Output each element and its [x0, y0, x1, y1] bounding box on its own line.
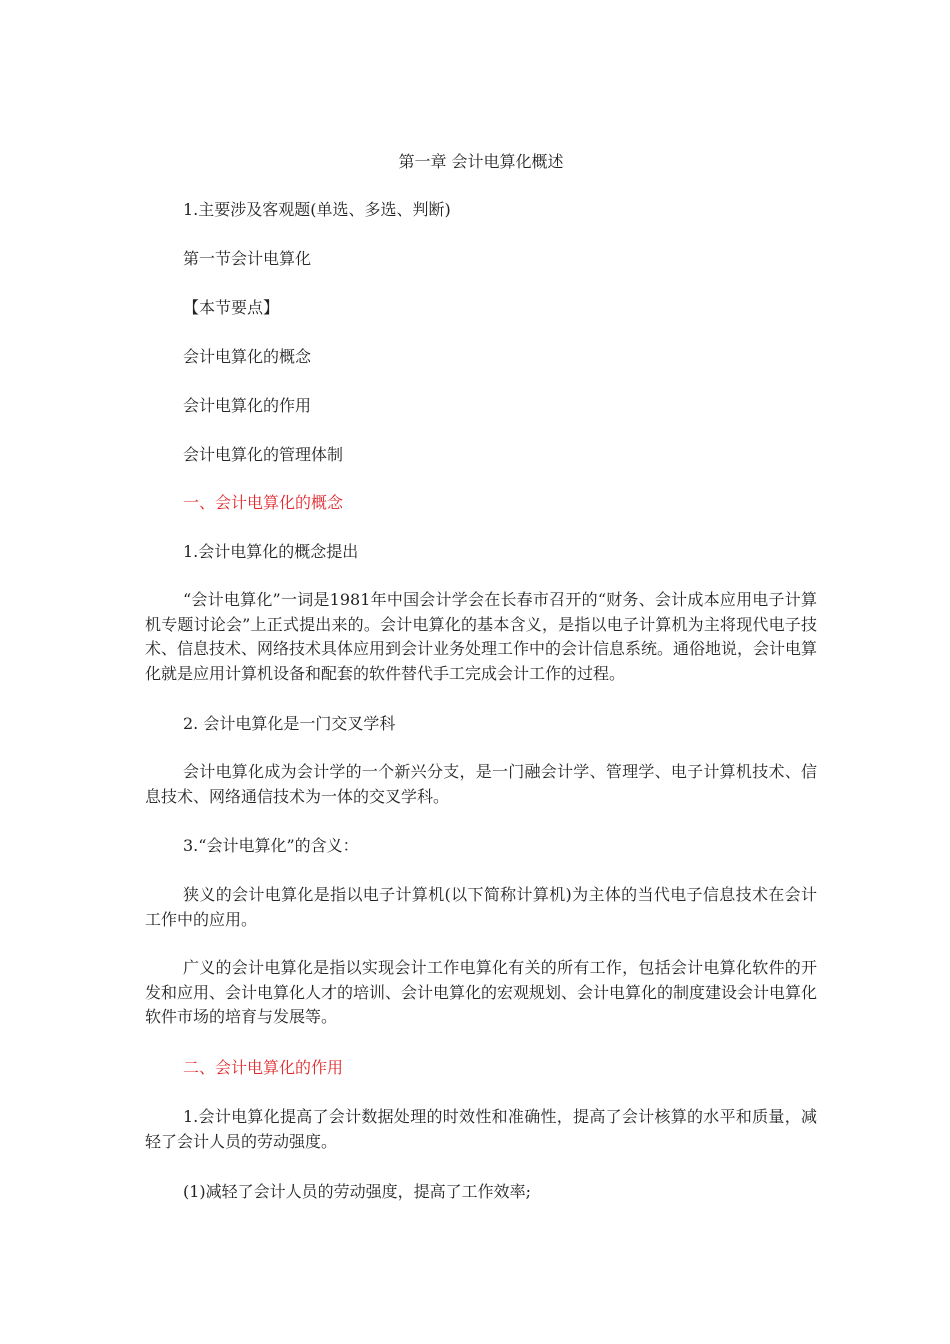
paragraph: “会计电算化”一词是1981年中国会计学会在长春市召开的“财务、会计成本应用电子计算机专题讨论会”上正式提出来的。会计电算化的基本含义，是指以电子计算机为主将现代电子技术、信息技术、网络技术具体应用到会计业务处理工作中的会计信息系统。通俗地说，会计电算化就是应用计算机设备和配套的软件替代手工完成会计工作的过程。 [145, 590, 818, 683]
paragraph: 3.“会计电算化”的含义： [183, 836, 359, 855]
subsection-heading: 二、会计电算化的作用 [183, 1058, 344, 1077]
paragraph: 狭义的会计电算化是指以电子计算机(以下简称计算机)为主体的当代电子信息技术在会计工作中的应用。 [145, 885, 817, 929]
key-point-item: 会计电算化的概念 [183, 347, 312, 366]
section-title: 第一节会计电算化 [183, 249, 312, 268]
key-point-item: 会计电算化的作用 [183, 396, 312, 415]
key-point-item: 会计电算化的管理体制 [183, 445, 344, 464]
subsection-heading: 一、会计电算化的概念 [183, 493, 344, 512]
paragraph: 广义的会计电算化是指以实现会计工作电算化有关的所有工作，包括会计电算化软件的开发和应用、会计电算化人才的培训、会计电算化的宏观规划、会计电算化的制度建设会计电算化软件市场的培育与发展等。 [145, 958, 818, 1026]
paragraph: 2. 会计电算化是一门交叉学科 [183, 714, 396, 733]
paragraph: (1)减轻了会计人员的劳动强度，提高了工作效率; [183, 1182, 532, 1201]
section-key-points: 【本节要点】 [183, 298, 280, 317]
paragraph: 1.会计电算化提高了会计数据处理的时效性和准确性，提高了会计核算的水平和质量，减轻了会计人员的劳动强度。 [145, 1107, 817, 1151]
paragraph: 会计电算化成为会计学的一个新兴分支，是一门融会计学、管理学、电子计算机技术、信息技术、网络通信技术为一体的交叉学科。 [145, 762, 817, 806]
paragraph: 1.主要涉及客观题(单选、多选、判断) [183, 200, 451, 219]
paragraph: 1.会计电算化的概念提出 [183, 542, 359, 561]
chapter-title: 第一章 会计电算化概述 [398, 152, 564, 171]
